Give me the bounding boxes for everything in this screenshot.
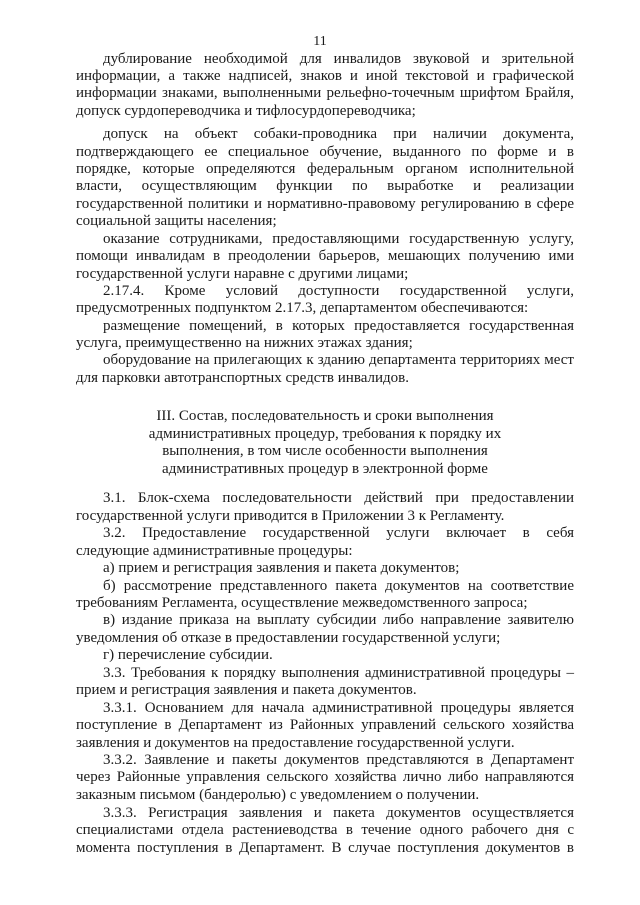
text-line: 3.3.3. Регистрация заявления и пакета документов осуществляется (103, 805, 574, 821)
text-line: размещение помещений, в которых предоставляется государственная (103, 318, 574, 334)
text-line: специалистами отдела растениеводства в течение одного рабочего дня с (76, 822, 574, 838)
text-line: порядке, которые определяются федеральным органом исполнительной (76, 161, 574, 177)
text-line: а) прием и регистрация заявления и пакета документов; (103, 560, 460, 576)
text-line: оказание сотрудниками, предоставляющими государственную услугу, (103, 231, 574, 247)
text-line: допуск на объект собаки-проводника при наличии документа, (103, 126, 574, 142)
text-line: г) перечисление субсидии. (103, 647, 273, 663)
text-line: требованиям Регламента, осуществление межведомственного запроса; (76, 595, 528, 611)
text-line: заказным письмом (бандеролью) с уведомлением о получении. (76, 787, 480, 803)
section-heading-line: III. Состав, последовательность и сроки выполнения (156, 408, 494, 424)
text-line: предусмотренных подпунктом 2.17.3, департаментом обеспечиваются: (76, 300, 529, 316)
text-line: 2.17.4. Кроме условий доступности государственной услуги, (103, 283, 574, 299)
text-line: прием и регистрация заявления и пакета документов. (76, 682, 417, 698)
text-line: для парковки автотранспортных средств инвалидов. (76, 370, 409, 386)
section-heading-line: административных процедур в электронной форме (162, 461, 488, 477)
text-line: допуск сурдопереводчика и тифлосурдопереводчика; (76, 103, 416, 119)
text-line: 3.3.2. Заявление и пакеты документов представляются в Департамент (103, 752, 574, 768)
text-line: 3.3. Требования к порядку выполнения административной процедуры – (103, 665, 574, 681)
text-line: подтверждающего ее специальное обучение, выданного по форме и в (76, 144, 574, 160)
text-line: помощи инвалидам в преодолении барьеров, мешающих получению ими (76, 248, 574, 264)
page-number: 11 (313, 34, 327, 49)
text-line: власти, осуществляющим функции по выработке и реализации (76, 178, 574, 194)
text-line: государственной услуги наравне с другими лицами; (76, 266, 409, 282)
text-line: 3.2. Предоставление государственной услуги включает в себя (103, 525, 574, 541)
section-heading-line: выполнения, в том числе особенности выполнения (162, 443, 488, 459)
text-line: оборудование на прилегающих к зданию департамента территориях мест (103, 352, 574, 368)
text-line: государственной политики и нормативно-правовому регулированию в сфере (76, 196, 574, 212)
text-line: услуга, преимущественно на нижних этажах здания; (76, 335, 413, 351)
text-line: через Районные управления сельского хозяйства лично либо направляются (76, 769, 574, 785)
text-line: государственной услуги приводится в Приложении 3 к Регламенту. (76, 508, 505, 524)
text-line: поступление в Департамент из Районных управлений сельского хозяйства (76, 717, 574, 733)
text-line: уведомления об отказе в предоставлении государственной услуги; (76, 630, 501, 646)
text-line: 3.1. Блок-схема последовательности действий при предоставлении (103, 490, 574, 506)
text-line: момента поступления в Департамент. В случае поступления документов в (76, 840, 574, 856)
text-line: 3.3.1. Основанием для начала административной процедуры является (103, 700, 574, 716)
text-line: дублирование необходимой для инвалидов звуковой и зрительной (103, 51, 574, 67)
section-heading-line: административных процедур, требования к порядку их (148, 426, 502, 442)
text-line: социальной защиты населения; (76, 213, 277, 229)
text-line: информации знаками, выполненными рельефно-точечным шрифтом Брайля, (76, 85, 574, 101)
text-line: информации, а также надписей, знаков и иной текстовой и графической (76, 68, 574, 84)
text-line: в) издание приказа на выплату субсидии либо направление заявителю (103, 612, 574, 628)
text-line: следующие административные процедуры: (76, 543, 353, 559)
text-line: б) рассмотрение представленного пакета документов на соответствие (103, 578, 574, 594)
text-line: заявления и документов на предоставление государственной услуги. (76, 735, 515, 751)
